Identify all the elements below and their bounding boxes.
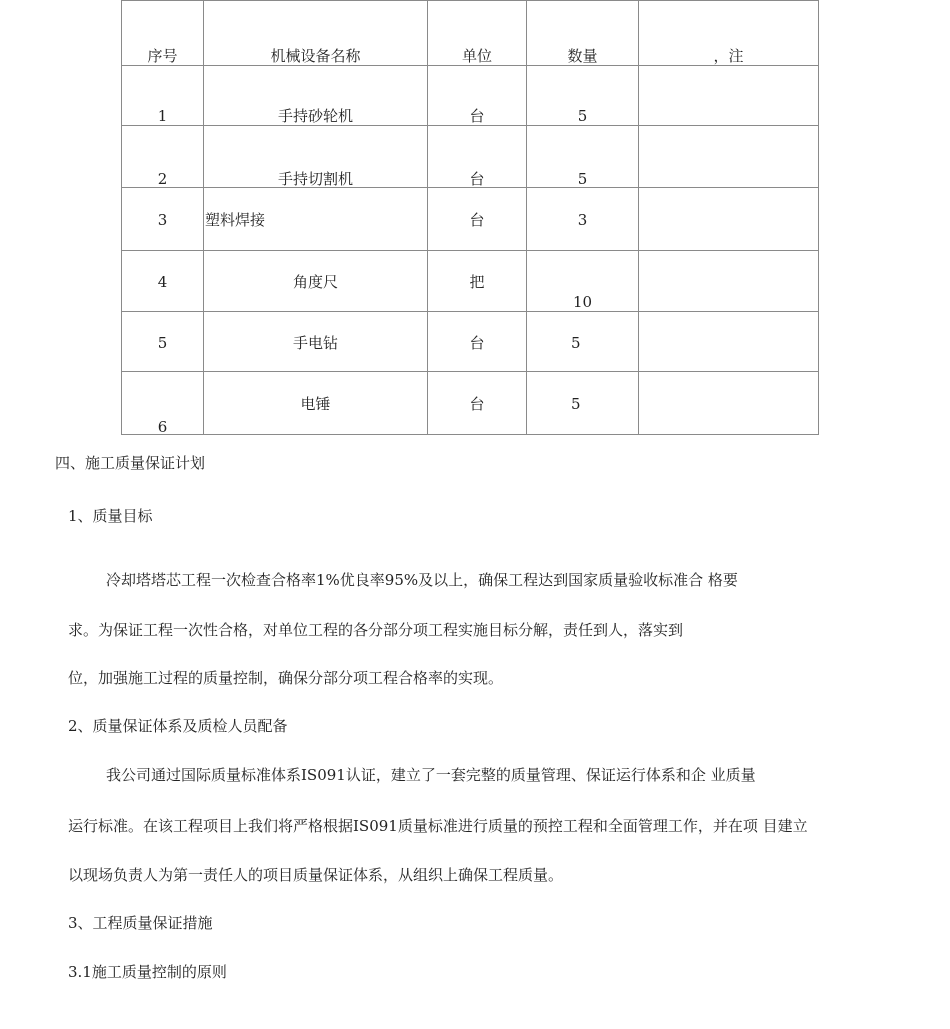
paragraph-line: 求。为保证工程一次性合格，对单位工程的各分部分项工程实施目标分解，责任到人，落实到 [68, 621, 684, 639]
quantity: 5 [571, 395, 581, 413]
paragraph-line: 位，加强施工过程的质量控制，确保分部分项工程合格率的实现。 [68, 669, 504, 687]
header-cell: ，注 [639, 1, 819, 66]
table-row [122, 66, 819, 126]
unit: 台 [469, 107, 485, 125]
header-cell: 数量 [527, 1, 639, 66]
unit: 台 [469, 395, 485, 413]
paragraph-line: 冷却塔塔芯工程一次检查合格率1%优良率95%及以上，确保工程达到国家质量验收标准合 格要 [106, 571, 738, 589]
subsection-heading: 3、工程质量保证措施 [68, 914, 213, 932]
equipment-name: 角度尺 [292, 273, 338, 291]
header-cell: 序号 [122, 1, 204, 66]
header-cell: 机械设备名称 [204, 1, 428, 66]
subsection-heading: 3.1施工质量控制的原则 [68, 963, 227, 981]
table-header-row [122, 1, 819, 66]
section-heading: 四、施工质量保证计划 [55, 454, 206, 472]
table-row [122, 188, 819, 251]
table-row [122, 251, 819, 312]
unit: 台 [469, 170, 485, 188]
header-cell: 单位 [428, 1, 527, 66]
equipment-table [121, 0, 819, 435]
equipment-name: 手持切割机 [277, 170, 353, 188]
row-number: 6 [157, 418, 168, 436]
unit: 台 [469, 211, 485, 229]
table-row [122, 372, 819, 435]
equipment-name: 电锤 [300, 395, 331, 413]
equipment-name: 塑料焊接 [205, 211, 266, 229]
paragraph-line: 我公司通过国际质量标准体系IS091认证，建立了一套完整的质量管理、保证运行体系和企 业质量 [106, 766, 756, 784]
quantity: 5 [577, 170, 588, 188]
row-number: 2 [157, 170, 168, 188]
row-number: 1 [157, 107, 168, 125]
quantity: 5 [577, 107, 588, 125]
equipment-name: 手电钻 [292, 334, 338, 352]
quantity: 3 [577, 211, 588, 229]
equipment-name: 手持砂轮机 [277, 107, 353, 125]
quantity: 10 [572, 293, 593, 311]
row-number: 5 [157, 334, 168, 352]
row-number: 3 [157, 211, 168, 229]
row-number: 4 [157, 273, 168, 291]
unit: 台 [469, 334, 485, 352]
table-row [122, 126, 819, 188]
paragraph-line: 以现场负责人为第一责任人的项目质量保证体系，从组织上确保工程质量。 [68, 866, 564, 884]
subsection-heading: 1、质量目标 [68, 507, 153, 525]
table-row [122, 312, 819, 372]
paragraph-line: 运行标准。在该工程项目上我们将严格根据IS091质量标准进行质量的预控工程和全面管理工作，并在项 目建立 [68, 817, 808, 835]
subsection-heading: 2、质量保证体系及质检人员配备 [68, 717, 288, 735]
quantity: 5 [571, 334, 581, 352]
unit: 把 [469, 273, 485, 291]
